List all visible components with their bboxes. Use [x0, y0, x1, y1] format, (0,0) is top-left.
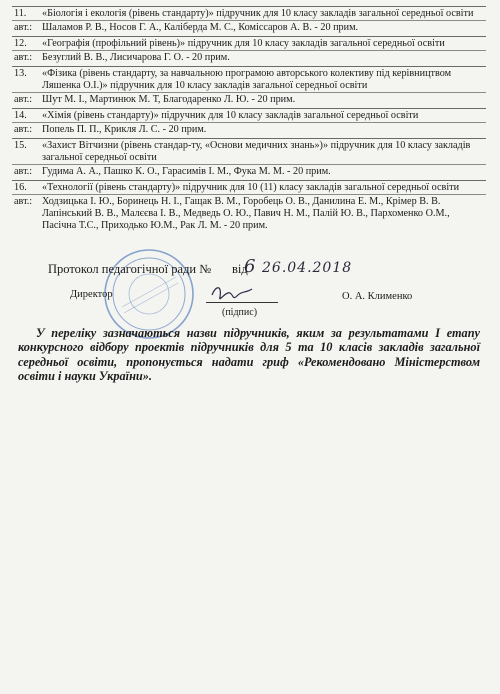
item-authors: Ходзицька І. Ю., Боринець Н. І., Гащак В. М., Горобець О. В., Данилина Е. М., Крімер В. В. Лапінський В. В., Малєєва І. В., Медведь О. Ю., Павич Н. М., Палій Ю. В., Пархоменко О.М., Пасічна Т.С., Приходько Ю.М., Рак Л. М. - 20 прим. — [42, 196, 450, 231]
authors-label: авт.: — [14, 166, 33, 177]
protocol-number: 6 — [244, 256, 256, 277]
item-title: «Хімія (рівень стандарту)» підручник для 10 класу закладів загальної середньої освіти — [42, 110, 419, 121]
signature-caption: (підпис) — [222, 307, 258, 318]
item-number: 12. — [14, 38, 27, 49]
item-number: 15. — [14, 140, 27, 151]
protocol-line — [48, 256, 353, 277]
protocol-from-label: від — [232, 262, 248, 276]
item-title: «Географія (профільний рівень)» підручник для 10 класу закладів загальної середньої освіти — [42, 38, 445, 49]
director-name: О. А. Клименко — [342, 291, 413, 302]
item-authors: Попель П. П., Крикля Л. С. - 20 прим. — [42, 124, 207, 135]
authors-label: авт.: — [14, 196, 33, 207]
director-label: Директор — [70, 289, 113, 300]
item-title: «Захист Вітчизни (рівень стандар-ту, «Основи медичних знань»)» підручник для 10 класу закладів загальної середньої освіти — [42, 140, 471, 163]
protocol-label: Протокол педагогічної ради № — [48, 262, 212, 276]
list-item — [12, 138, 486, 178]
authors-label: авт.: — [14, 94, 33, 105]
list-item — [12, 36, 486, 64]
item-number: 16. — [14, 182, 27, 193]
authors-label: авт.: — [14, 52, 33, 63]
list-item — [12, 66, 486, 106]
list-item — [12, 180, 486, 232]
item-number: 11. — [14, 8, 27, 19]
textbook-list — [12, 6, 486, 234]
protocol-date: 26.04.2018 — [262, 260, 353, 276]
item-number: 14. — [14, 110, 27, 121]
item-authors: Безуглий В. В., Лисичарова Г. О. - 20 прим. — [42, 52, 230, 63]
item-authors: Шаламов Р. В., Носов Г. А., Каліберда М. С., Коміссаров А. В. - 20 прим. — [42, 22, 359, 33]
item-authors: Шут М. І., Мартинюк М. Т, Благодаренко Л. Ю. - 20 прим. — [42, 94, 296, 105]
item-title: «Технології (рівень стандарту)» підручник для 10 (11) класу закладів загальної середньої освіти — [42, 182, 460, 193]
item-title: «Біологія і екологія (рівень стандарту)» підручник для 10 класу закладів загальної середньої освіти — [42, 8, 474, 19]
item-number: 13. — [14, 68, 27, 79]
authors-label: авт.: — [14, 124, 33, 135]
list-item — [12, 108, 486, 136]
item-title: «Фізика (рівень стандарту, за навчальною програмою авторського колективу під керівництвом Ляшенка О.І.)» підручник для 10 класу закладів загальної середньої освіти — [42, 68, 452, 91]
list-item — [12, 6, 486, 34]
signature-line — [206, 302, 278, 303]
authors-label: авт.: — [14, 22, 33, 33]
note-paragraph: У переліку зазначаються назви підручників, яким за результатами І етапу конкурсного відбору проектів підручників для 5 та 10 класів закладів загальної середньої освіти, пропонується надати гриф «Рекомендовано Міністерством освіти і науки України». — [18, 326, 480, 383]
item-authors: Гудима А. А., Пашко К. О., Гарасимів І. М., Фука М. М. - 20 прим. — [42, 166, 331, 177]
